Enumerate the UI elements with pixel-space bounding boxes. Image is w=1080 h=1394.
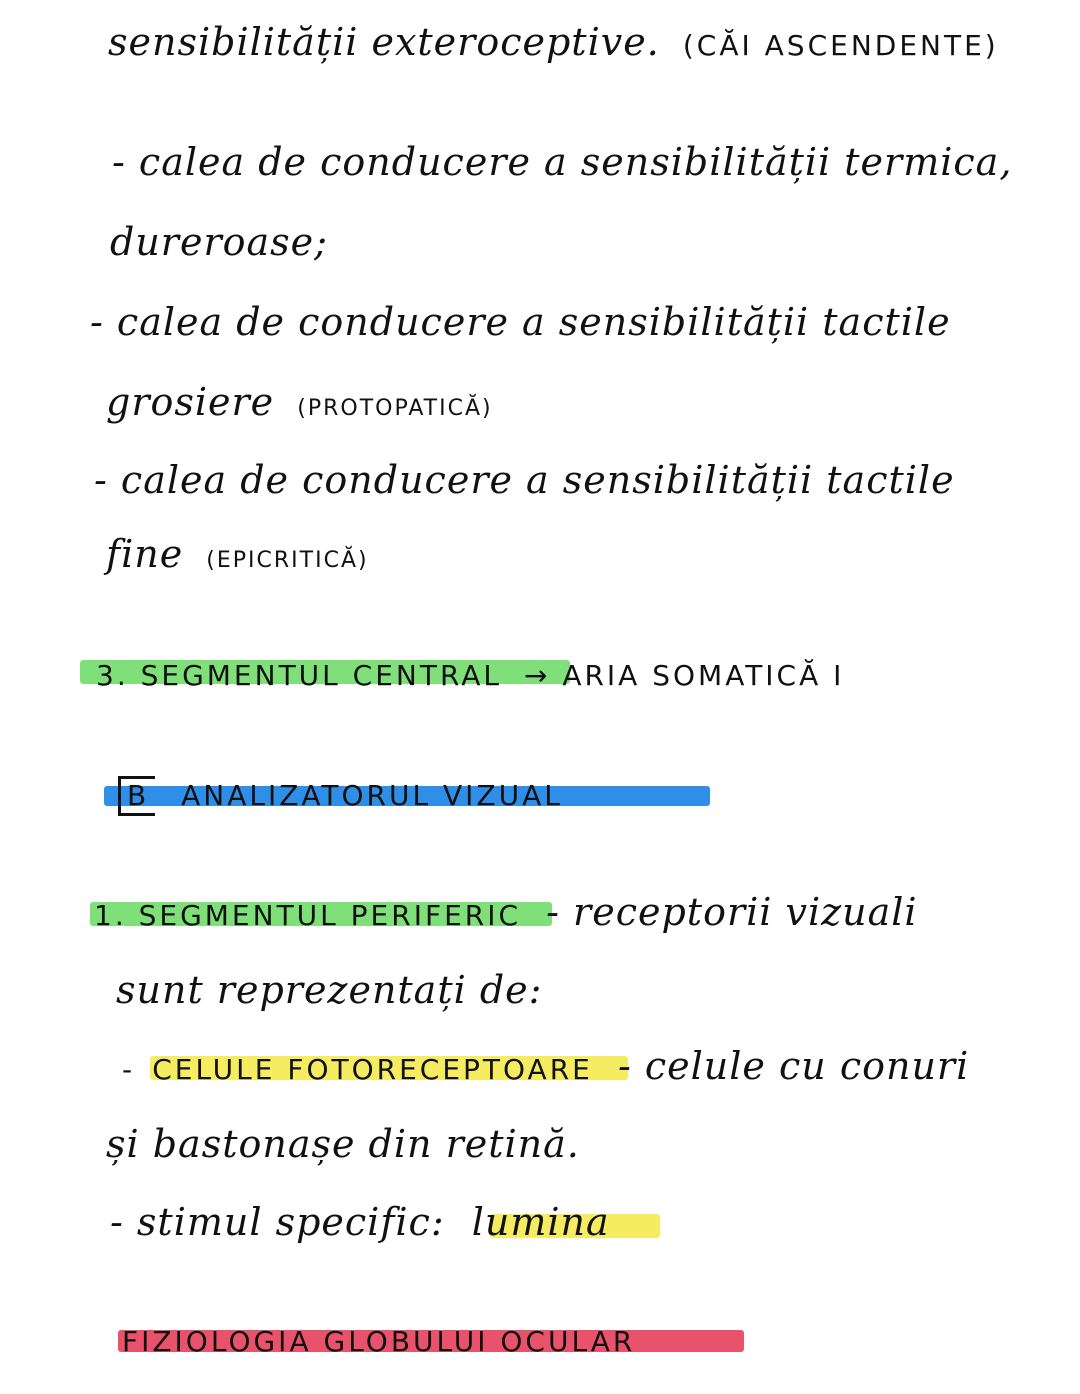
note-line-1 (108, 18, 999, 70)
note-text: - celule cu conuri (617, 1044, 970, 1088)
heading-text: ANALIZATORUL VIZUAL (181, 779, 563, 812)
stimulus-line (110, 1198, 610, 1246)
note-line-2: - calea de conducere a sensibilității termica, (112, 140, 1013, 184)
physiology-heading: FIZIOLOGIA GLOBULUI OCULAR (122, 1325, 636, 1358)
highlighted-value: lumina (471, 1200, 610, 1244)
note-text: - receptorii vizuali (546, 890, 918, 934)
section-letter-box: B (118, 776, 155, 816)
note-caps-label: (PROTOPATICĂ) (297, 396, 493, 421)
central-segment-heading (96, 652, 844, 700)
analyzer-heading (118, 772, 563, 820)
photoreceptor-line (122, 1042, 969, 1094)
note-line-5 (106, 378, 493, 433)
note-caps-label: (CĂI ASCENDENTE) (682, 29, 999, 62)
heading-text: 1. SEGMENTUL PERIFERIC (94, 899, 522, 932)
note-line-retina: și bastonașe din retină. (106, 1122, 580, 1166)
note-text: fine (106, 532, 184, 576)
peripheral-segment-line (94, 888, 918, 940)
note-line-represented: sunt reprezentați de: (116, 968, 543, 1012)
note-text: grosiere (106, 380, 275, 424)
note-text: sensibilității exteroceptive. (108, 20, 660, 64)
note-line-4: - calea de conducere a sensibilității tactile (90, 300, 951, 344)
dash-text: - (122, 1053, 136, 1086)
heading-text: CELULE FOTORECEPTOARE (152, 1053, 593, 1086)
note-line-7 (106, 530, 369, 585)
note-caps-label: (EPICRITICĂ) (206, 548, 369, 573)
note-text: - stimul specific: (110, 1200, 445, 1244)
heading-text: 3. SEGMENTUL CENTRAL (96, 659, 503, 692)
note-line-3: dureroase; (110, 220, 328, 264)
note-line-6: - calea de conducere a sensibilității tactile (94, 458, 955, 502)
heading-arrow-text: → ARIA SOMATICĂ I (523, 659, 845, 692)
